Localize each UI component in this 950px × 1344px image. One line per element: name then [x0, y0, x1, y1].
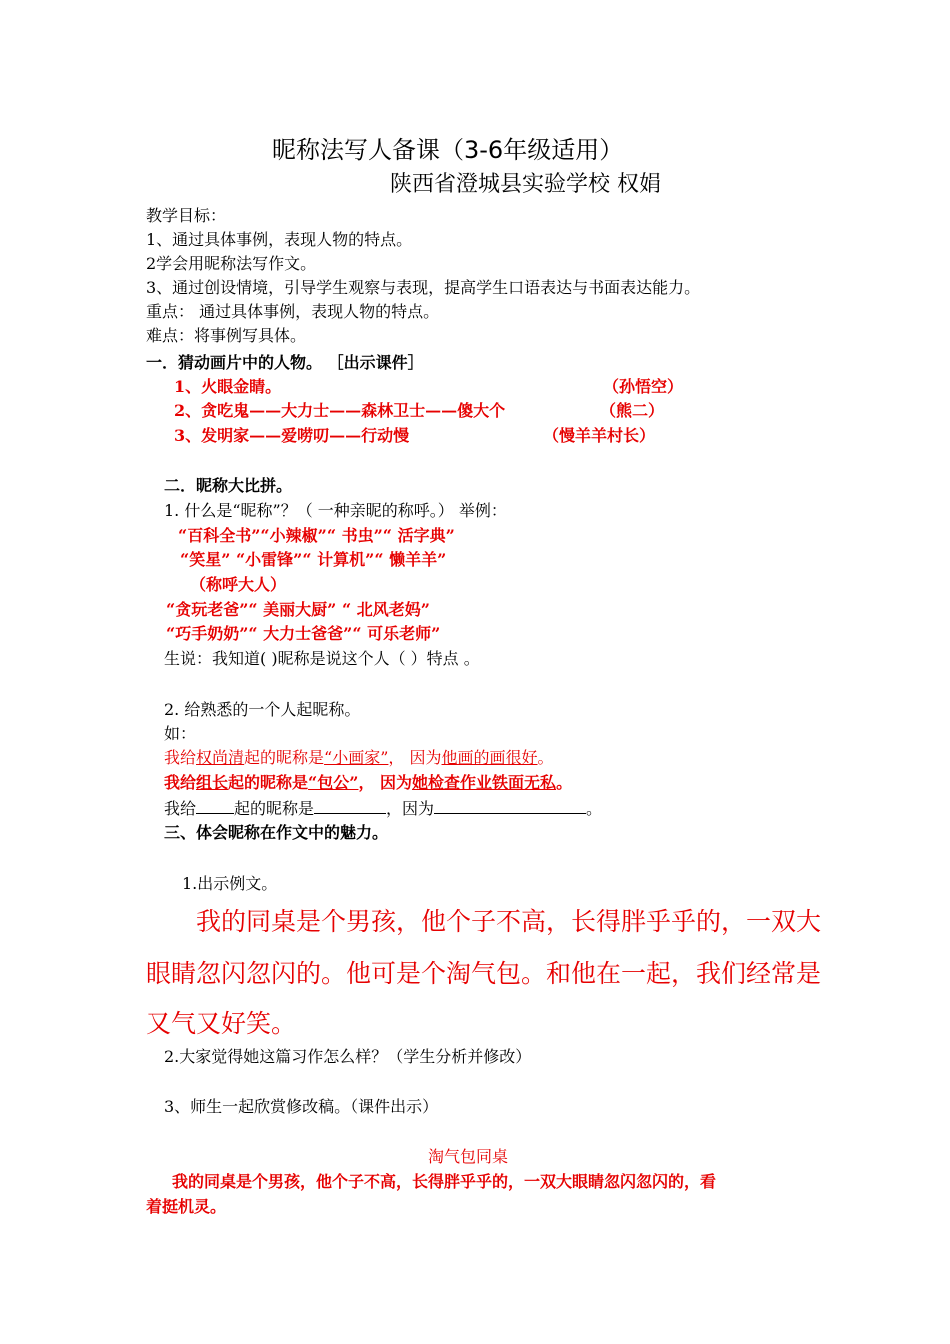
author-line: 陕西省澄城县实验学校 权娟: [390, 172, 661, 197]
section2-heading: 二．昵称大比拼。: [164, 476, 293, 495]
step-3: 3、师生一起欣赏修改稿。（课件出示）: [164, 1097, 439, 1116]
nickname-example-2: 我给组长起的昵称是“包公”， 因为她检查作业铁面无私。: [164, 773, 573, 792]
essay-line-2: 眼睛忽闪忽闪的。他可是个淘气包。和他在一起，我们经常是: [146, 959, 822, 988]
key-point: 重点： 通过具体事例，表现人物的特点。: [146, 302, 440, 321]
revised-line-1: 我的同桌是个男孩，他个子不高，长得胖乎乎的，一双大眼睛忽闪忽闪的，看: [172, 1172, 717, 1191]
nickname-examples-4: “贪玩老爸”“ 美丽大厨” “ 北风老妈”: [166, 600, 430, 619]
fill-in-line: 我给 起的昵称是 ，因为 。: [164, 799, 603, 818]
revised-title: 淘气包同桌: [428, 1147, 509, 1166]
nickname-examples-1: “百科全书”“小辣椒”“ 书虫”“ 活字典”: [178, 526, 455, 545]
guess-clue-2: 2、贪吃鬼——大力士——森林卫士——傻大个: [174, 401, 506, 420]
goal-item-1: 1、通过具体事例，表现人物的特点。: [146, 230, 413, 249]
blank-nickname: [314, 797, 386, 814]
guess-answer-3: （慢羊羊村长）: [543, 426, 656, 445]
nickname-examples-3: （称呼大人）: [190, 575, 287, 594]
revised-line-2: 着挺机灵。: [146, 1197, 227, 1216]
section3-heading: 三、体会昵称在作文中的魅力。: [164, 823, 389, 842]
nickname-example-1: 我给权尚清起的昵称是“小画家”， 因为他画的画很好。: [164, 748, 554, 767]
step-1: 1.出示例文。: [182, 874, 278, 893]
nickname-examples-5: “巧手奶奶”“ 大力士爸爸”“ 可乐老师”: [166, 624, 441, 643]
nickname-examples-2: “笑星” “小雷锋”“ 计算机”“ 懒羊羊”: [180, 550, 447, 569]
guess-clue-1: 1、火眼金睛。: [174, 377, 282, 396]
guess-answer-2: （熊二）: [600, 401, 665, 420]
example-label: 如：: [164, 724, 197, 743]
guess-answer-1: （孙悟空）: [603, 377, 684, 396]
goals-heading: 教学目标：: [146, 206, 227, 225]
goal-item-3: 3、通过创设情境，引导学生观察与表现，提高学生口语表达与书面表达能力。: [146, 278, 701, 297]
student-says: 生说：我知道( )昵称是说这个人（ ）特点 。: [164, 649, 480, 668]
blank-person: [196, 797, 234, 814]
give-nickname-prompt: 2. 给熟悉的一个人起昵称。: [164, 700, 361, 719]
guess-clue-3: 3、发明家——爱唠叨——行动慢: [174, 426, 410, 445]
section1-heading: 一．猜动画片中的人物。 ［出示课件］: [146, 353, 424, 372]
step-2: 2.大家觉得她这篇习作怎么样？（学生分析并修改）: [164, 1047, 532, 1066]
document-title: 昵称法写人备课（3-6年级适用）: [272, 136, 624, 164]
nickname-question: 1. 什么是“昵称”？（ 一种亲昵的称呼。） 举例：: [164, 501, 507, 520]
essay-line-1: 我的同桌是个男孩，他个子不高，长得胖乎乎的，一双大: [196, 907, 822, 936]
essay-line-3: 又气又好笑。: [146, 1009, 297, 1038]
blank-reason: [434, 797, 586, 814]
goal-item-2: 2学会用昵称法写作文。: [146, 254, 317, 273]
difficulty: 难点：将事例写具体。: [146, 326, 307, 345]
